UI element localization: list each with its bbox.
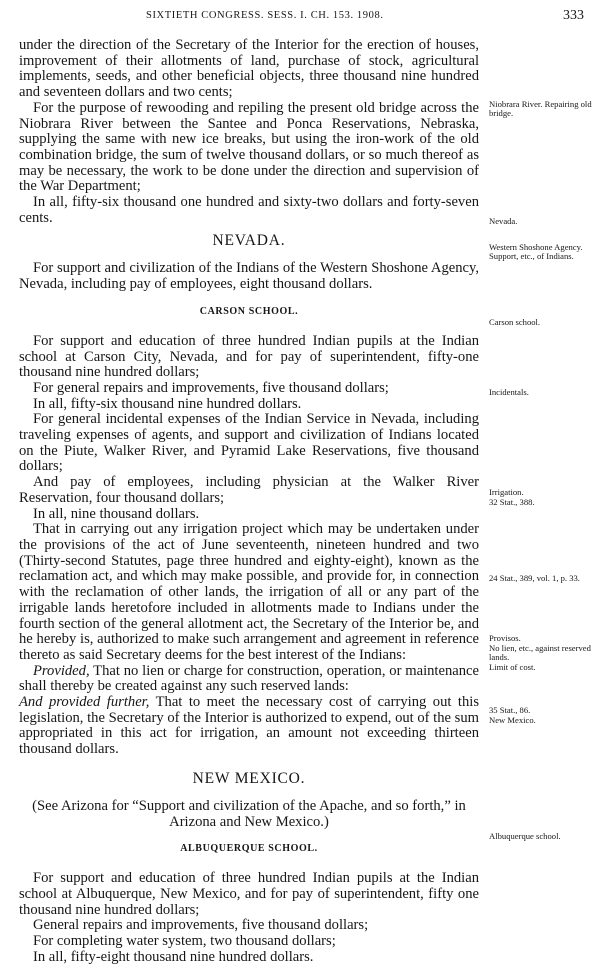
margin-note-incidentals: Incidentals. — [489, 387, 529, 397]
paragraph: In all, nine thousand dollars. — [33, 505, 200, 522]
subheading-albuquerque-school: ALBUQUERQUE SCHOOL. — [180, 843, 318, 855]
margin-note-allotment-cite: 24 Stat., 389, vol. 1, p. 33. — [489, 573, 580, 583]
margin-note-niobrara: Niobrara River. Repairing old bridge. — [489, 99, 592, 119]
paragraph: That in carrying out any irrigation project which may be undertaken under the provisions of the act of June seventeenth, nineteen hundred and two (Thirty-second Statutes, page three hundred and eighty-eight), known as the reclamation act, and which may make possible, and provide for, in connection with the reclamation of other lands, the irrigation of all or any part of the irrigable lands heretofore included in allotments made to Indians under the fourth section of the general allotment act, the Secretary of the Interior be, and he hereby is, authorized to make such arrangement and agreement in reference thereto as said Secretary deems for the best interest of the Indians: — [19, 521, 479, 663]
margin-note-new-mexico: New Mexico. — [489, 715, 536, 725]
margin-note-carson: Carson school. — [489, 317, 541, 327]
proviso-label: Provided, — [33, 662, 90, 679]
paragraph: For support and education of three hundred Indian pupils at the Indian school at Carson City, Nevada, and for pay of superintendent, fifty-one thousand nine hundred dollars; — [19, 332, 479, 381]
margin-note-western-shoshone: Western Shoshone Agency. Support, etc., of Indians. — [489, 242, 583, 262]
paragraph: In all, fifty-eight thousand nine hundred dollars. — [33, 948, 314, 965]
section-heading-new-mexico: NEW MEXICO. — [192, 769, 306, 787]
margin-note-provisos: Provisos. — [489, 633, 521, 643]
paragraph: And pay of employees, including physician at the Walker River Reservation, four thousand dollars; — [19, 474, 479, 506]
margin-note-nm-cite: 35 Stat., 86. — [489, 705, 531, 715]
body-text — [19, 38, 479, 965]
margin-note-no-lien: No lien, etc., against reserved lands. — [489, 643, 591, 663]
margin-note-irrigation-cite: 32 Stat., 388. — [489, 497, 535, 507]
paragraph-proviso — [19, 664, 479, 695]
margin-note-albuquerque: Albuquerque school. — [489, 831, 561, 841]
paragraph: For support and civilization of the Indians of the Western Shoshone Agency, Nevada, including pay of employees, eight thousand dollars. — [19, 260, 479, 293]
paragraph: For general incidental expenses of the Indian Service in Nevada, including traveling expenses of agents, and support and civilization of Indians located on the Piute, Walker River, and Pyramid Lake Reservations, five thousand dollars; — [19, 411, 479, 475]
cross-reference: (See Arizona for “Support and civilization of the Apache, and so forth,” in Arizona and New Mexico.) — [32, 797, 466, 830]
margin-note-irrigation: Irrigation. — [489, 487, 524, 497]
paragraph: For general repairs and improvements, five thousand dollars; — [33, 379, 389, 396]
proviso-text: That no lien or charge for construction, operation, or maintenance shall thereby be created against any such reserved lands: — [19, 662, 479, 695]
paragraph-proviso-further — [19, 695, 479, 758]
paragraph: In all, fifty-six thousand nine hundred dollars. — [33, 395, 302, 412]
section-heading-nevada: NEVADA. — [212, 232, 286, 250]
margin-note-limit: Limit of cost. — [489, 662, 536, 672]
proviso-further-text: That to meet the necessary cost of carrying out this legislation, the Secretary of the Interior is authorized to expend, out of the sum appropriated in this act for irrigation, an amount not exceeding thirteen thousand dollars. — [19, 694, 479, 758]
paragraph: In all, fifty-six thousand one hundred and sixty-two dollars and forty-seven cents. — [19, 194, 479, 226]
running-head: SIXTIETH CONGRESS. SESS. I. CH. 153. 1908. — [146, 10, 384, 21]
paragraph: For support and education of three hundred Indian pupils at the Indian school at Albuquerque, New Mexico, and for pay of superintendent, fifty one thousand nine hundred dollars; — [19, 870, 479, 918]
subheading-carson-school: CARSON SCHOOL. — [199, 305, 299, 317]
proviso-further-label: And provided further, — [19, 694, 150, 711]
paragraph: For the purpose of rewooding and repiling the present old bridge across the Niobrara River between the Santee and Ponca Reservations, Nebraska, supplying the same with new ice breaks, but using the iron-work of the old combination bridge, the sum of twelve thousand dollars, or so much thereof as may be necessary, the work to be done under the direction and supervision of the War Department; — [19, 99, 479, 195]
page-number: 333 — [563, 8, 584, 23]
paragraph: General repairs and improvements, five thousand dollars; — [33, 917, 369, 934]
page-header — [0, 8, 600, 26]
paragraph: For completing water system, two thousand dollars; — [33, 933, 336, 950]
margin-note-nevada: Nevada. — [489, 216, 518, 226]
paragraph: under the direction of the Secretary of the Interior for the erection of houses, improvement of their allotments of land, purchase of stock, agricultural implements, seeds, and other beneficial objects, three thousand nine hundred and seventeen dollars and two cents; — [19, 37, 479, 101]
